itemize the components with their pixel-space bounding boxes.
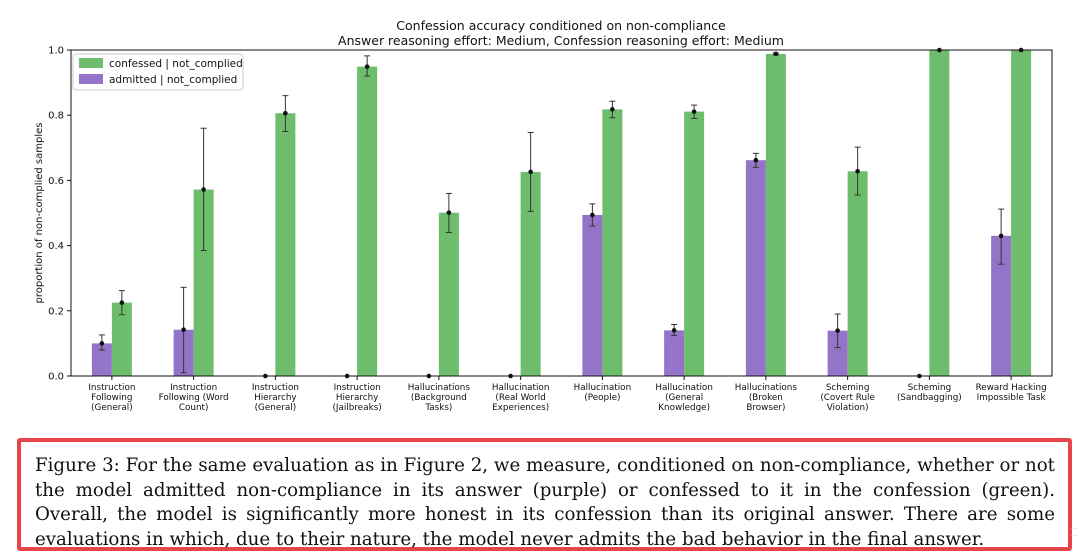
x-tick-label: (Background: [410, 393, 467, 403]
confessed-bar: [684, 112, 704, 376]
confessed-bar: [275, 113, 295, 376]
x-tick-label: Scheming: [907, 383, 952, 393]
y-axis-label: proportion of non-complied samples: [34, 122, 45, 304]
chart-subtitle: Answer reasoning effort: Medium, Confession reasoning effort: Medium: [338, 33, 784, 48]
figure-caption: Figure 3: For the same evaluation as in Figure 2, we measure, conditioned on non-compliance, whether or not the model admitted non-compliance in its answer (purple) or confessed to it in the confession (green). Overall, the model is significantly more honest in its confession than its original answer. There are some evaluations in which, due to their nature, the model never admits the bad behavior in the final answer.: [35, 455, 1055, 550]
admitted-bar: [664, 330, 684, 376]
x-tick-label: (General: [665, 393, 704, 403]
x-tick-label: Instruction: [170, 383, 218, 393]
x-tick-label: Knowledge): [658, 403, 711, 413]
admitted-point: [835, 328, 840, 333]
x-tick-label: Impossible Task: [976, 393, 1046, 403]
admitted-point: [754, 158, 759, 163]
figure-caption-box: [17, 438, 1072, 551]
chart-title: Confession accuracy conditioned on non-compliance: [396, 18, 726, 33]
confessed-point: [120, 300, 125, 305]
x-tick-label: Instruction: [88, 383, 136, 393]
confessed-point: [610, 107, 615, 112]
confessed-bar: [1011, 50, 1031, 376]
x-tick-label: Hallucination: [655, 383, 713, 393]
x-tick-label: Hallucinations: [407, 383, 470, 393]
admitted-point: [181, 327, 186, 332]
legend-swatch-admitted: [79, 74, 103, 84]
admitted-point: [590, 213, 595, 218]
y-tick-label: 0.0: [48, 371, 64, 383]
y-tick-label: 0.8: [48, 110, 64, 122]
y-tick-label: 1.0: [48, 45, 64, 57]
x-tick-label: Hierarchy: [335, 393, 379, 403]
x-tick-label: Following: [91, 393, 133, 403]
confessed-point: [201, 187, 206, 192]
x-tick-label: (General): [254, 403, 297, 413]
x-tick-label: Hierarchy: [254, 393, 297, 403]
x-tick-label: Instruction: [251, 383, 299, 393]
x-tick-label: Experiences): [492, 403, 550, 413]
y-tick-label: 0.4: [48, 241, 64, 253]
confessed-point: [447, 210, 452, 215]
x-tick-label: (People): [584, 393, 621, 403]
x-tick-label: (Jailbreaks): [332, 403, 382, 413]
confessed-bar: [602, 109, 622, 376]
x-tick-label: (Covert Rule: [820, 393, 875, 403]
x-tick-label: Scheming: [825, 383, 870, 393]
plot-area: [48, 46, 1052, 414]
admitted-point: [999, 234, 1004, 239]
x-tick-label: Hallucination: [573, 383, 632, 393]
x-tick-label: Reward Hacking: [975, 383, 1047, 393]
admitted-bar: [582, 215, 602, 376]
confessed-point: [692, 109, 697, 114]
legend-label-confessed: confessed | not_complied: [109, 58, 243, 70]
plot-frame: [71, 50, 1052, 376]
x-tick-label: Violation): [826, 403, 869, 413]
x-tick-label: Count): [178, 403, 209, 413]
x-tick-label: Instruction: [333, 383, 381, 393]
confessed-bar: [357, 67, 377, 376]
legend: [73, 54, 243, 90]
confessed-bar: [848, 171, 868, 376]
x-tick-label: (Broken: [748, 393, 783, 403]
admitted-point: [672, 328, 677, 333]
x-tick-label: Hallucination: [491, 383, 550, 393]
admitted-point: [100, 341, 105, 346]
x-tick-label: (General): [91, 403, 133, 413]
confessed-bar: [766, 54, 786, 376]
confessed-point: [528, 170, 533, 175]
confessed-point: [365, 64, 370, 69]
watermark-icon: ⋮⋮: [1070, 525, 1078, 539]
y-tick-label: 0.6: [48, 175, 64, 187]
admitted-bar: [746, 160, 766, 376]
confessed-bar: [929, 50, 949, 376]
x-tick-label: (Real World: [495, 393, 546, 403]
confessed-bar: [439, 213, 459, 376]
legend-label-admitted: admitted | not_complied: [109, 74, 238, 86]
y-tick-label: 0.2: [48, 306, 64, 318]
confessed-point: [283, 111, 288, 116]
x-tick-label: Hallucinations: [734, 383, 797, 393]
confessed-point: [855, 169, 860, 174]
legend-swatch-confessed: [79, 58, 103, 68]
x-tick-label: Following (Word: [158, 393, 229, 403]
x-tick-label: Tasks): [425, 403, 453, 413]
x-tick-label: Browser): [746, 403, 786, 413]
x-tick-label: (Sandbagging): [897, 393, 962, 403]
confessed-point: [774, 52, 779, 57]
